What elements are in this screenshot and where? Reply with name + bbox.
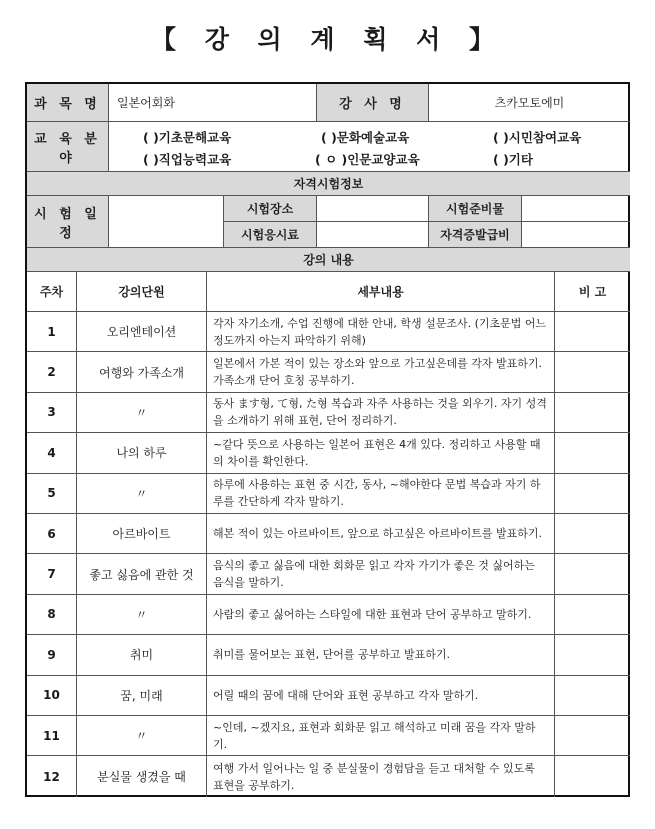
field-option-civic: ( )시민참여교육 [493,130,582,145]
row-note [555,393,630,433]
row-week: 8 [27,595,77,635]
row-week: 12 [27,756,77,796]
cert-fee-value [522,222,630,248]
exam-fee-label: 시험응시료 [224,222,317,248]
course-name-label: 과 목 명 [27,84,109,122]
row-detail: 하루에 사용하는 표현 중 시간, 동사, ~해야한다 문법 복습과 자기 하루를 간단하게 각자 말하기. [207,474,555,514]
col-detail-header: 세부내용 [207,272,555,312]
exam-schedule-value [109,196,224,248]
field-option-other: ( )기타 [493,152,533,167]
row-note [555,433,630,473]
row-note [555,554,630,594]
field-option-culture-arts: ( )문화예술교육 [321,130,410,145]
exam-place-value [317,196,429,222]
row-unit: 나의 하루 [77,433,207,473]
exam-section-title: 자격시험정보 [27,172,630,196]
field-option-vocational: ( )직업능력교육 [143,152,232,167]
row-detail: ~같다 뜻으로 사용하는 일본어 표현은 4개 있다. 정리하고 사용할 때의 차이를 확인한다. [207,433,555,473]
row-detail: 동사 ます형, て형, た형 복습과 자주 사용하는 것을 외우기. 자기 성격을 소개하기 위해 표현, 단어 정리하기. [207,393,555,433]
col-week-header: 주차 [27,272,77,312]
row-note [555,514,630,554]
col-unit-header: 강의단원 [77,272,207,312]
row-unit: 여행와 가족소개 [77,352,207,392]
cert-fee-label: 자격증발급비 [429,222,522,248]
row-week: 6 [27,514,77,554]
row-week: 2 [27,352,77,392]
row-week: 10 [27,676,77,716]
row-detail: 어릴 때의 꿈에 대해 단어와 표현 공부하고 각자 말하기. [207,676,555,716]
row-detail: 취미를 물어보는 표현, 단어를 공부하고 발표하기. [207,635,555,675]
row-note [555,635,630,675]
exam-place-label: 시험장소 [224,196,317,222]
row-detail: 음식의 좋고 싫음에 대한 회화문 읽고 각자 가기가 좋은 것 싫어하는 음식을 말하기. [207,554,555,594]
row-detail: 해본 적이 있는 아르바이트, 앞으로 하고싶은 아르바이트를 발표하기. [207,514,555,554]
field-label: 교 육 분 야 [27,122,109,172]
exam-fee-value [317,222,429,248]
page-title: 【 강 의 계 획 서 】 [151,25,504,54]
instructor-label: 강 사 명 [317,84,429,122]
exam-schedule-label: 시 험 일 정 [27,196,109,248]
row-unit: 꿈, 미래 [77,676,207,716]
instructor-value: 츠카모토에미 [429,84,630,122]
row-week: 11 [27,716,77,756]
field-option-humanities: ( ㅇ )인문교양교육 [315,152,420,167]
row-week: 3 [27,393,77,433]
row-note [555,676,630,716]
row-detail: 여행 가서 일어나는 일 중 분실물이 경험담을 듣고 대처할 수 있도록 표현을 공부하기. [207,756,555,796]
row-unit: 〃 [77,595,207,635]
row-note [555,756,630,796]
row-unit: 분실물 생겼을 때 [77,756,207,796]
row-detail: 각자 자기소개, 수업 진행에 대한 안내, 학생 설문조사. (기초문법 어느 정도까지 아는지 파악하기 위해) [207,312,555,352]
row-detail: 일본에서 가본 적이 있는 장소와 앞으로 가고싶은데를 각자 발표하기. 가족소개 단어 호칭 공부하기. [207,352,555,392]
row-unit: 아르바이트 [77,514,207,554]
row-unit: 〃 [77,393,207,433]
row-detail: 사람의 좋고 싫어하는 스타일에 대한 표현과 단어 공부하고 말하기. [207,595,555,635]
field-options [109,122,630,172]
row-unit: 오리엔테이션 [77,312,207,352]
row-note [555,595,630,635]
row-week: 4 [27,433,77,473]
exam-materials-label: 시험준비물 [429,196,522,222]
course-name-value: 일본어회화 [109,84,317,122]
row-note [555,352,630,392]
row-unit: 〃 [77,716,207,756]
row-week: 9 [27,635,77,675]
row-note [555,474,630,514]
row-week: 5 [27,474,77,514]
row-unit: 좋고 싫음에 관한 것 [77,554,207,594]
row-unit: 〃 [77,474,207,514]
lecture-plan-sheet [25,82,630,797]
field-option-basic-literacy: ( )기초문해교육 [143,130,232,145]
row-week: 7 [27,554,77,594]
col-note-header: 비 고 [555,272,630,312]
exam-materials-value [522,196,630,222]
content-section-title: 강의 내용 [27,248,630,272]
row-detail: ~인데, ~겠지요, 표현과 회화문 읽고 해석하고 미래 꿈을 각자 말하기. [207,716,555,756]
row-note [555,312,630,352]
row-unit: 취미 [77,635,207,675]
row-note [555,716,630,756]
row-week: 1 [27,312,77,352]
